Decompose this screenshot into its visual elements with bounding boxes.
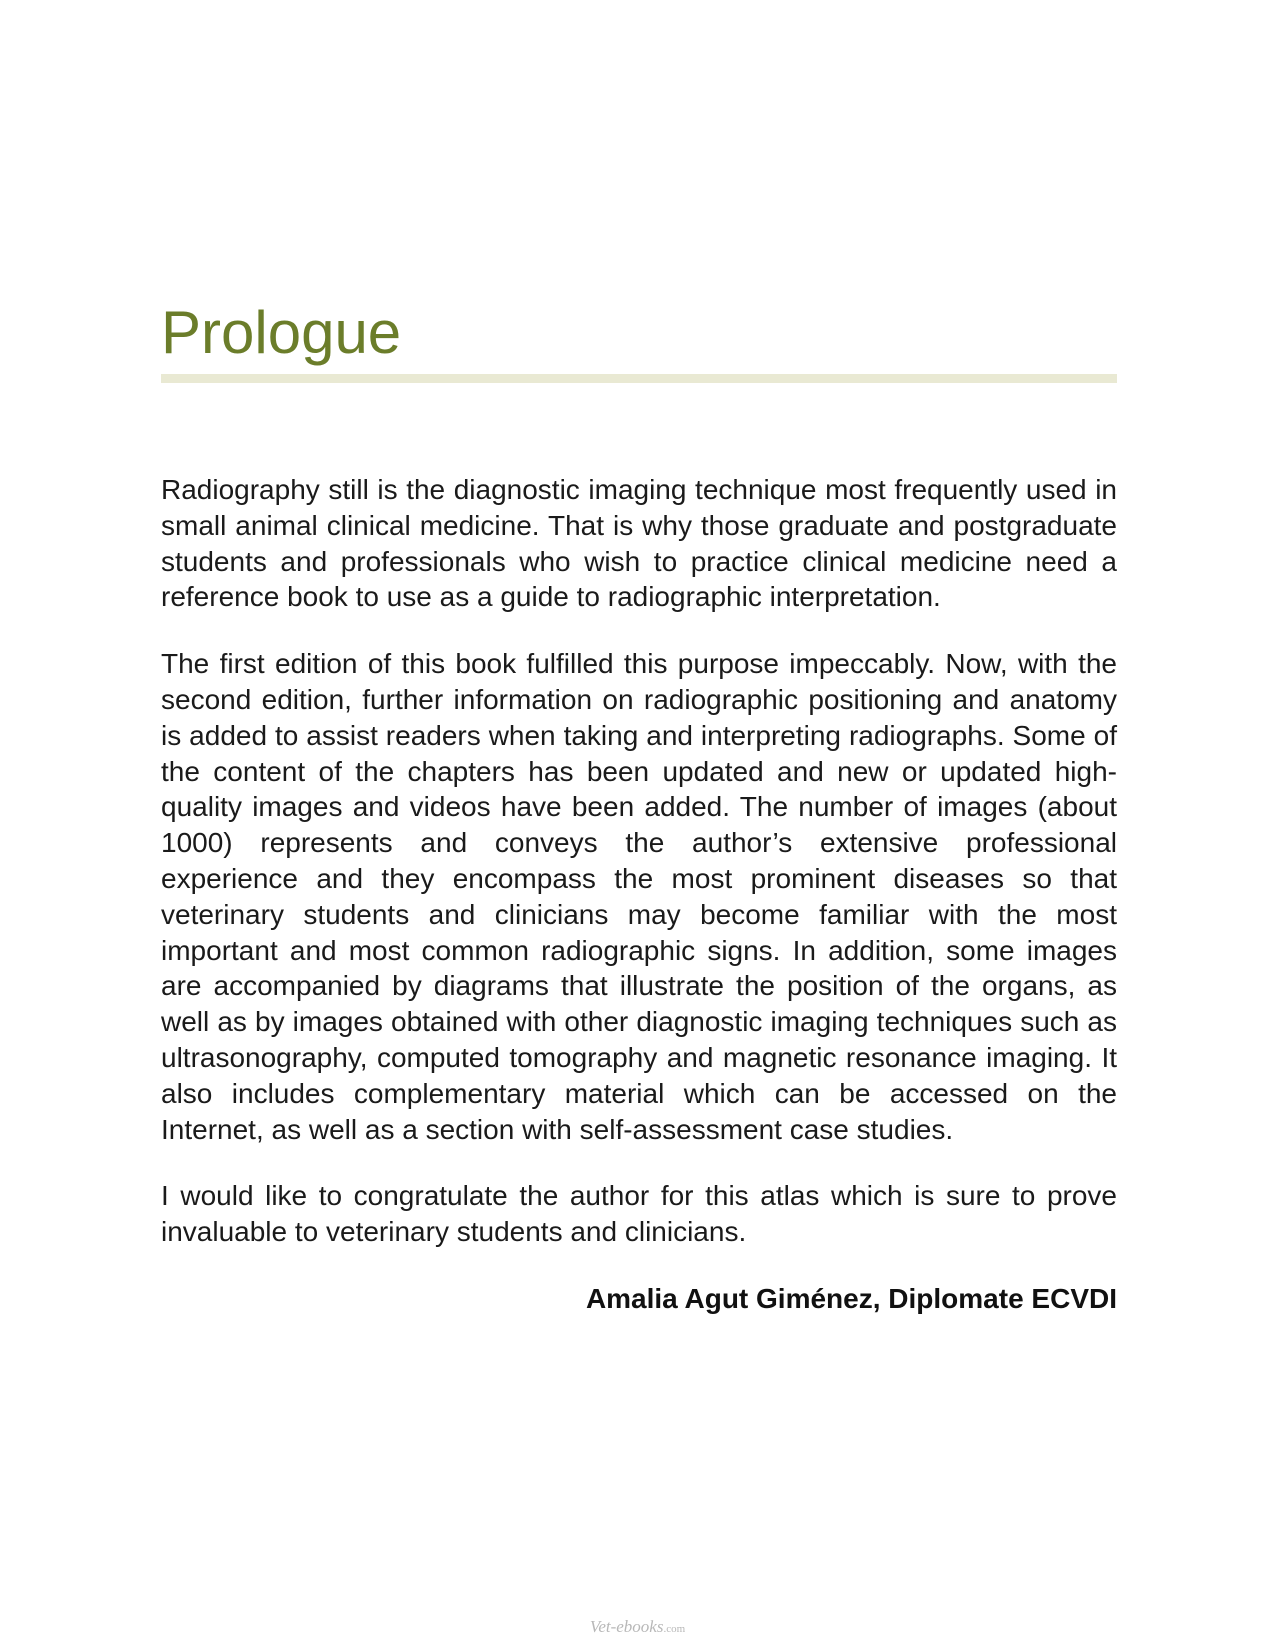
page-title: Prologue: [161, 299, 402, 366]
prologue-body: [161, 472, 1117, 1317]
title-underline: [161, 374, 1117, 383]
author-signature: Amalia Agut Giménez, Diplomate ECVDI: [585, 1282, 1117, 1314]
paragraph-3: I would like to congratulate the author for this atlas which is sure to prove invaluable to veterinary students and clinicians.: [161, 1180, 1117, 1248]
watermark-name: Vet-ebooks: [589, 1617, 664, 1636]
paragraph-1: Radiography still is the diagnostic imaging technique most frequently used in small animal clinical medicine. That is why those graduate and postgraduate students and professionals who wish to practice clinical medicine need a reference book to use as a guide to radiographic interpretation.: [161, 474, 1117, 613]
watermark-suffix: .com: [663, 1623, 686, 1635]
watermark-logo: [0, 1617, 1275, 1637]
paragraph-2: The first edition of this book fulfilled this purpose impeccably. Now, with the second edition, further information on radiographic positioning and anatomy is added to assist readers when taking and interpreting radiographs. Some of the content of the chapters has been updated and new or updated high-quality images and videos have been added. The number of images (about 1000) represents and conveys the author’s extensive professional experience and they encompass the most prominent diseases so that veterinary students and clinicians may become familiar with the most important and most common radiographic signs. In addition, some images are accompanied by diagrams that illustrate the position of the organs, as well as by images obtained with other diagnostic imaging techniques such as ultrasonography, computed tomography and magnetic resonance imaging. It also includes complementary material which can be accessed on the Internet, as well as a section with self-assessment case studies.: [161, 648, 1117, 1145]
